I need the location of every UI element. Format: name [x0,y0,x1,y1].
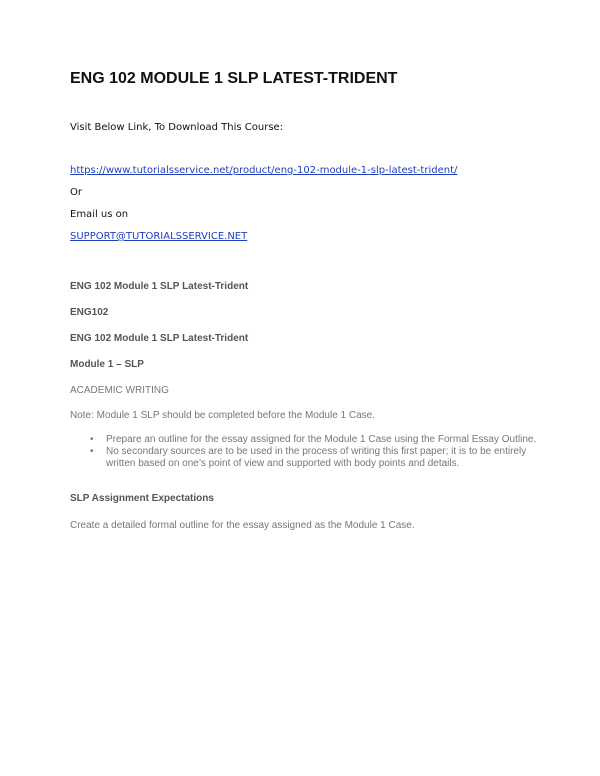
list-item [70,446,540,470]
email-link[interactable]: SUPPORT@TUTORIALSSERVICE.NET [70,231,248,242]
expectations-heading: SLP Assignment Expectations [70,493,214,504]
or-text: Or [70,187,82,198]
bullet-text: No secondary sources are to be used in the process of writing this first paper; it is to be entirely written based on one’s point of view and supported with body points and details. [106,446,527,469]
bullet-text: Prepare an outline for the essay assigned for the Module 1 Case using the Formal Essay Outline. [106,434,537,445]
expectations-text: Create a detailed formal outline for the essay assigned as the Module 1 Case. [70,520,415,531]
bullet-icon: • [90,446,94,457]
heading-course-code: ENG102 [70,307,109,318]
heading-course-title: ENG 102 Module 1 SLP Latest-Trident [70,281,249,292]
section-label: ACADEMIC WRITING [70,385,169,396]
list-item [70,434,540,446]
visit-text: Visit Below Link, To Download This Course: [70,122,284,133]
heading-course-title-repeat: ENG 102 Module 1 SLP Latest-Trident [70,333,249,344]
note-text: Note: Module 1 SLP should be completed before the Module 1 Case. [70,410,376,421]
email-text: Email us on [70,209,129,220]
course-link[interactable]: https://www.tutorialsservice.net/product/eng-102-module-1-slp-latest-trident/ [70,165,458,176]
bullet-icon: • [90,434,94,445]
heading-module: Module 1 – SLP [70,359,144,370]
bullet-list [70,434,540,470]
page-title: ENG 102 MODULE 1 SLP LATEST-TRIDENT [70,70,398,87]
